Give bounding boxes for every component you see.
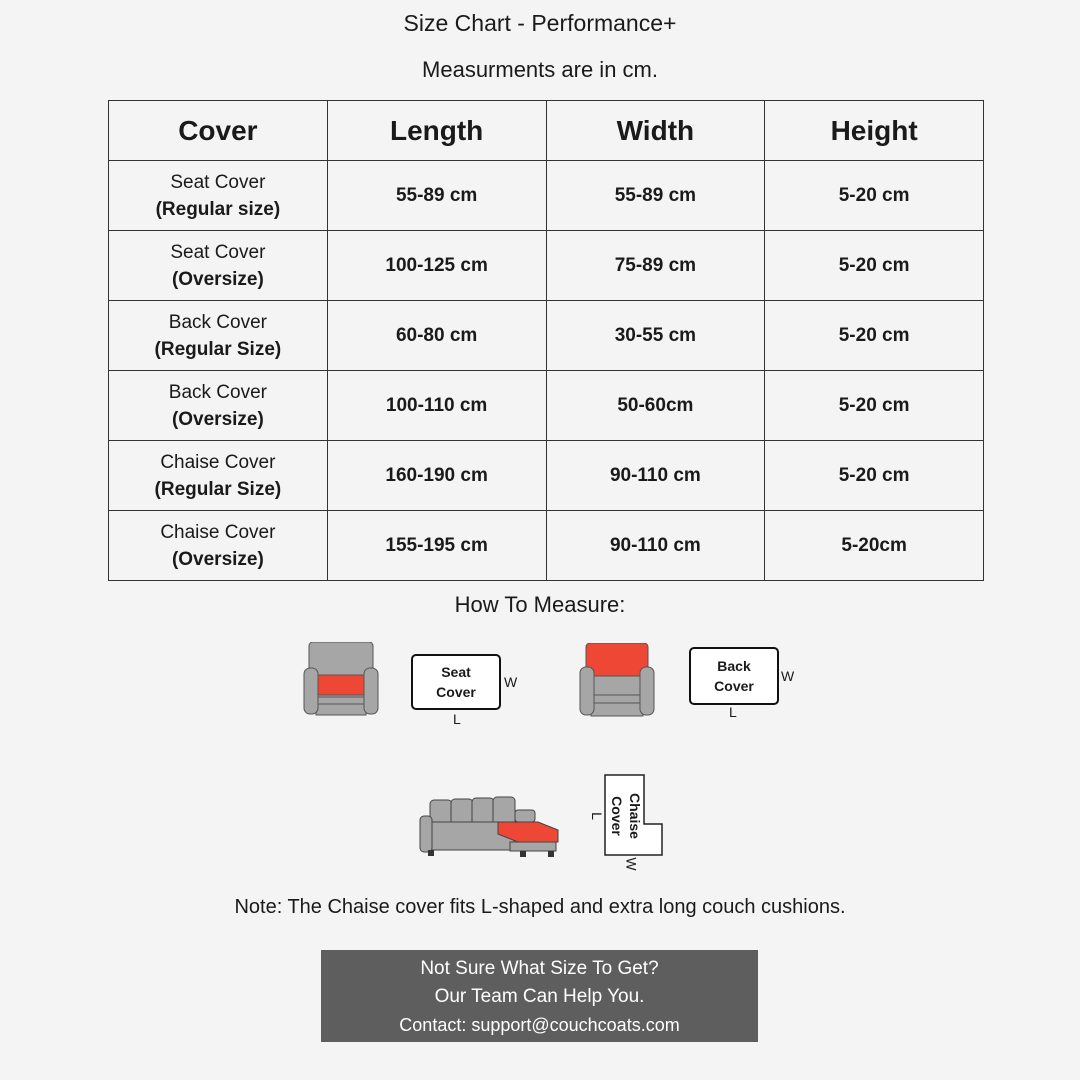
cover-name: Seat Cover	[170, 241, 266, 263]
table-row	[109, 301, 984, 371]
cover-size: (Regular Size)	[154, 478, 282, 500]
cover-cell	[109, 441, 328, 511]
header-length: Length	[327, 101, 546, 161]
length-cell: 155-195 cm	[327, 511, 546, 581]
chaise-box-label-1: Chaise	[627, 793, 643, 839]
seat-length-label: L	[453, 711, 461, 727]
length-cell: 160-190 cm	[327, 441, 546, 511]
sectional-sofa-icon	[418, 792, 560, 858]
length-cell: 60-80 cm	[327, 301, 546, 371]
cover-name: Chaise Cover	[160, 451, 276, 473]
cover-name: Back Cover	[168, 311, 267, 333]
chaise-note: Note: The Chaise cover fits L-shaped and extra long couch cushions.	[234, 896, 846, 918]
cover-size: (Oversize)	[171, 268, 264, 290]
seat-cover-diagram	[411, 654, 501, 710]
width-cell: 50-60cm	[546, 371, 765, 441]
back-cover-diagram	[689, 647, 779, 705]
table-header-row	[109, 101, 984, 161]
cover-cell	[109, 511, 328, 581]
seat-box-label-1: Seat	[441, 664, 471, 680]
cover-size: (Oversize)	[171, 548, 264, 570]
cover-cell	[109, 231, 328, 301]
how-to-measure-heading: How To Measure:	[454, 592, 626, 617]
contact-email-link[interactable]: Contact: support@couchcoats.com	[399, 1015, 680, 1035]
header-width: Width	[546, 101, 765, 161]
table-row	[109, 511, 984, 581]
help-line-2: Our Team Can Help You.	[434, 986, 645, 1007]
table-row	[109, 161, 984, 231]
height-cell: 5-20 cm	[765, 371, 984, 441]
width-cell: 30-55 cm	[546, 301, 765, 371]
header-height: Height	[765, 101, 984, 161]
cover-cell	[109, 161, 328, 231]
cover-name: Seat Cover	[170, 171, 266, 193]
cover-cell	[109, 371, 328, 441]
length-cell: 55-89 cm	[327, 161, 546, 231]
back-length-label: L	[729, 704, 737, 720]
seat-box-label-2: Cover	[436, 684, 476, 700]
chaise-width-label: W	[623, 857, 640, 871]
help-line-1: Not Sure What Size To Get?	[420, 958, 659, 979]
height-cell: 5-20 cm	[765, 301, 984, 371]
armchair-back-icon	[579, 643, 657, 717]
seat-width-label: W	[504, 674, 518, 690]
cover-size: (Oversize)	[171, 408, 264, 430]
height-cell: 5-20 cm	[765, 441, 984, 511]
header-cover: Cover	[109, 101, 328, 161]
back-width-label: W	[781, 668, 795, 684]
cover-name: Back Cover	[168, 381, 267, 403]
height-cell: 5-20 cm	[765, 231, 984, 301]
width-cell: 75-89 cm	[546, 231, 765, 301]
help-banner	[321, 950, 758, 1042]
cover-size: (Regular Size)	[154, 338, 282, 360]
length-cell: 100-110 cm	[327, 371, 546, 441]
width-cell: 90-110 cm	[546, 511, 765, 581]
width-cell: 90-110 cm	[546, 441, 765, 511]
height-cell: 5-20 cm	[765, 161, 984, 231]
table-row	[109, 441, 984, 511]
table-row	[109, 371, 984, 441]
table-row	[109, 231, 984, 301]
back-box-label-1: Back	[717, 658, 751, 674]
height-cell: 5-20cm	[765, 511, 984, 581]
page-title: Size Chart - Performance+	[403, 10, 677, 36]
armchair-seat-icon	[302, 642, 380, 716]
chaise-box-label-2: Cover	[609, 796, 625, 836]
cover-size: (Regular size)	[155, 198, 281, 220]
size-chart-table	[108, 100, 984, 581]
cover-cell	[109, 301, 328, 371]
units-note: Measurments are in cm.	[422, 57, 658, 82]
chaise-length-label: L	[588, 812, 605, 820]
chaise-box-label	[600, 793, 652, 839]
back-box-label-2: Cover	[714, 678, 754, 694]
length-cell: 100-125 cm	[327, 231, 546, 301]
width-cell: 55-89 cm	[546, 161, 765, 231]
cover-name: Chaise Cover	[160, 521, 276, 543]
